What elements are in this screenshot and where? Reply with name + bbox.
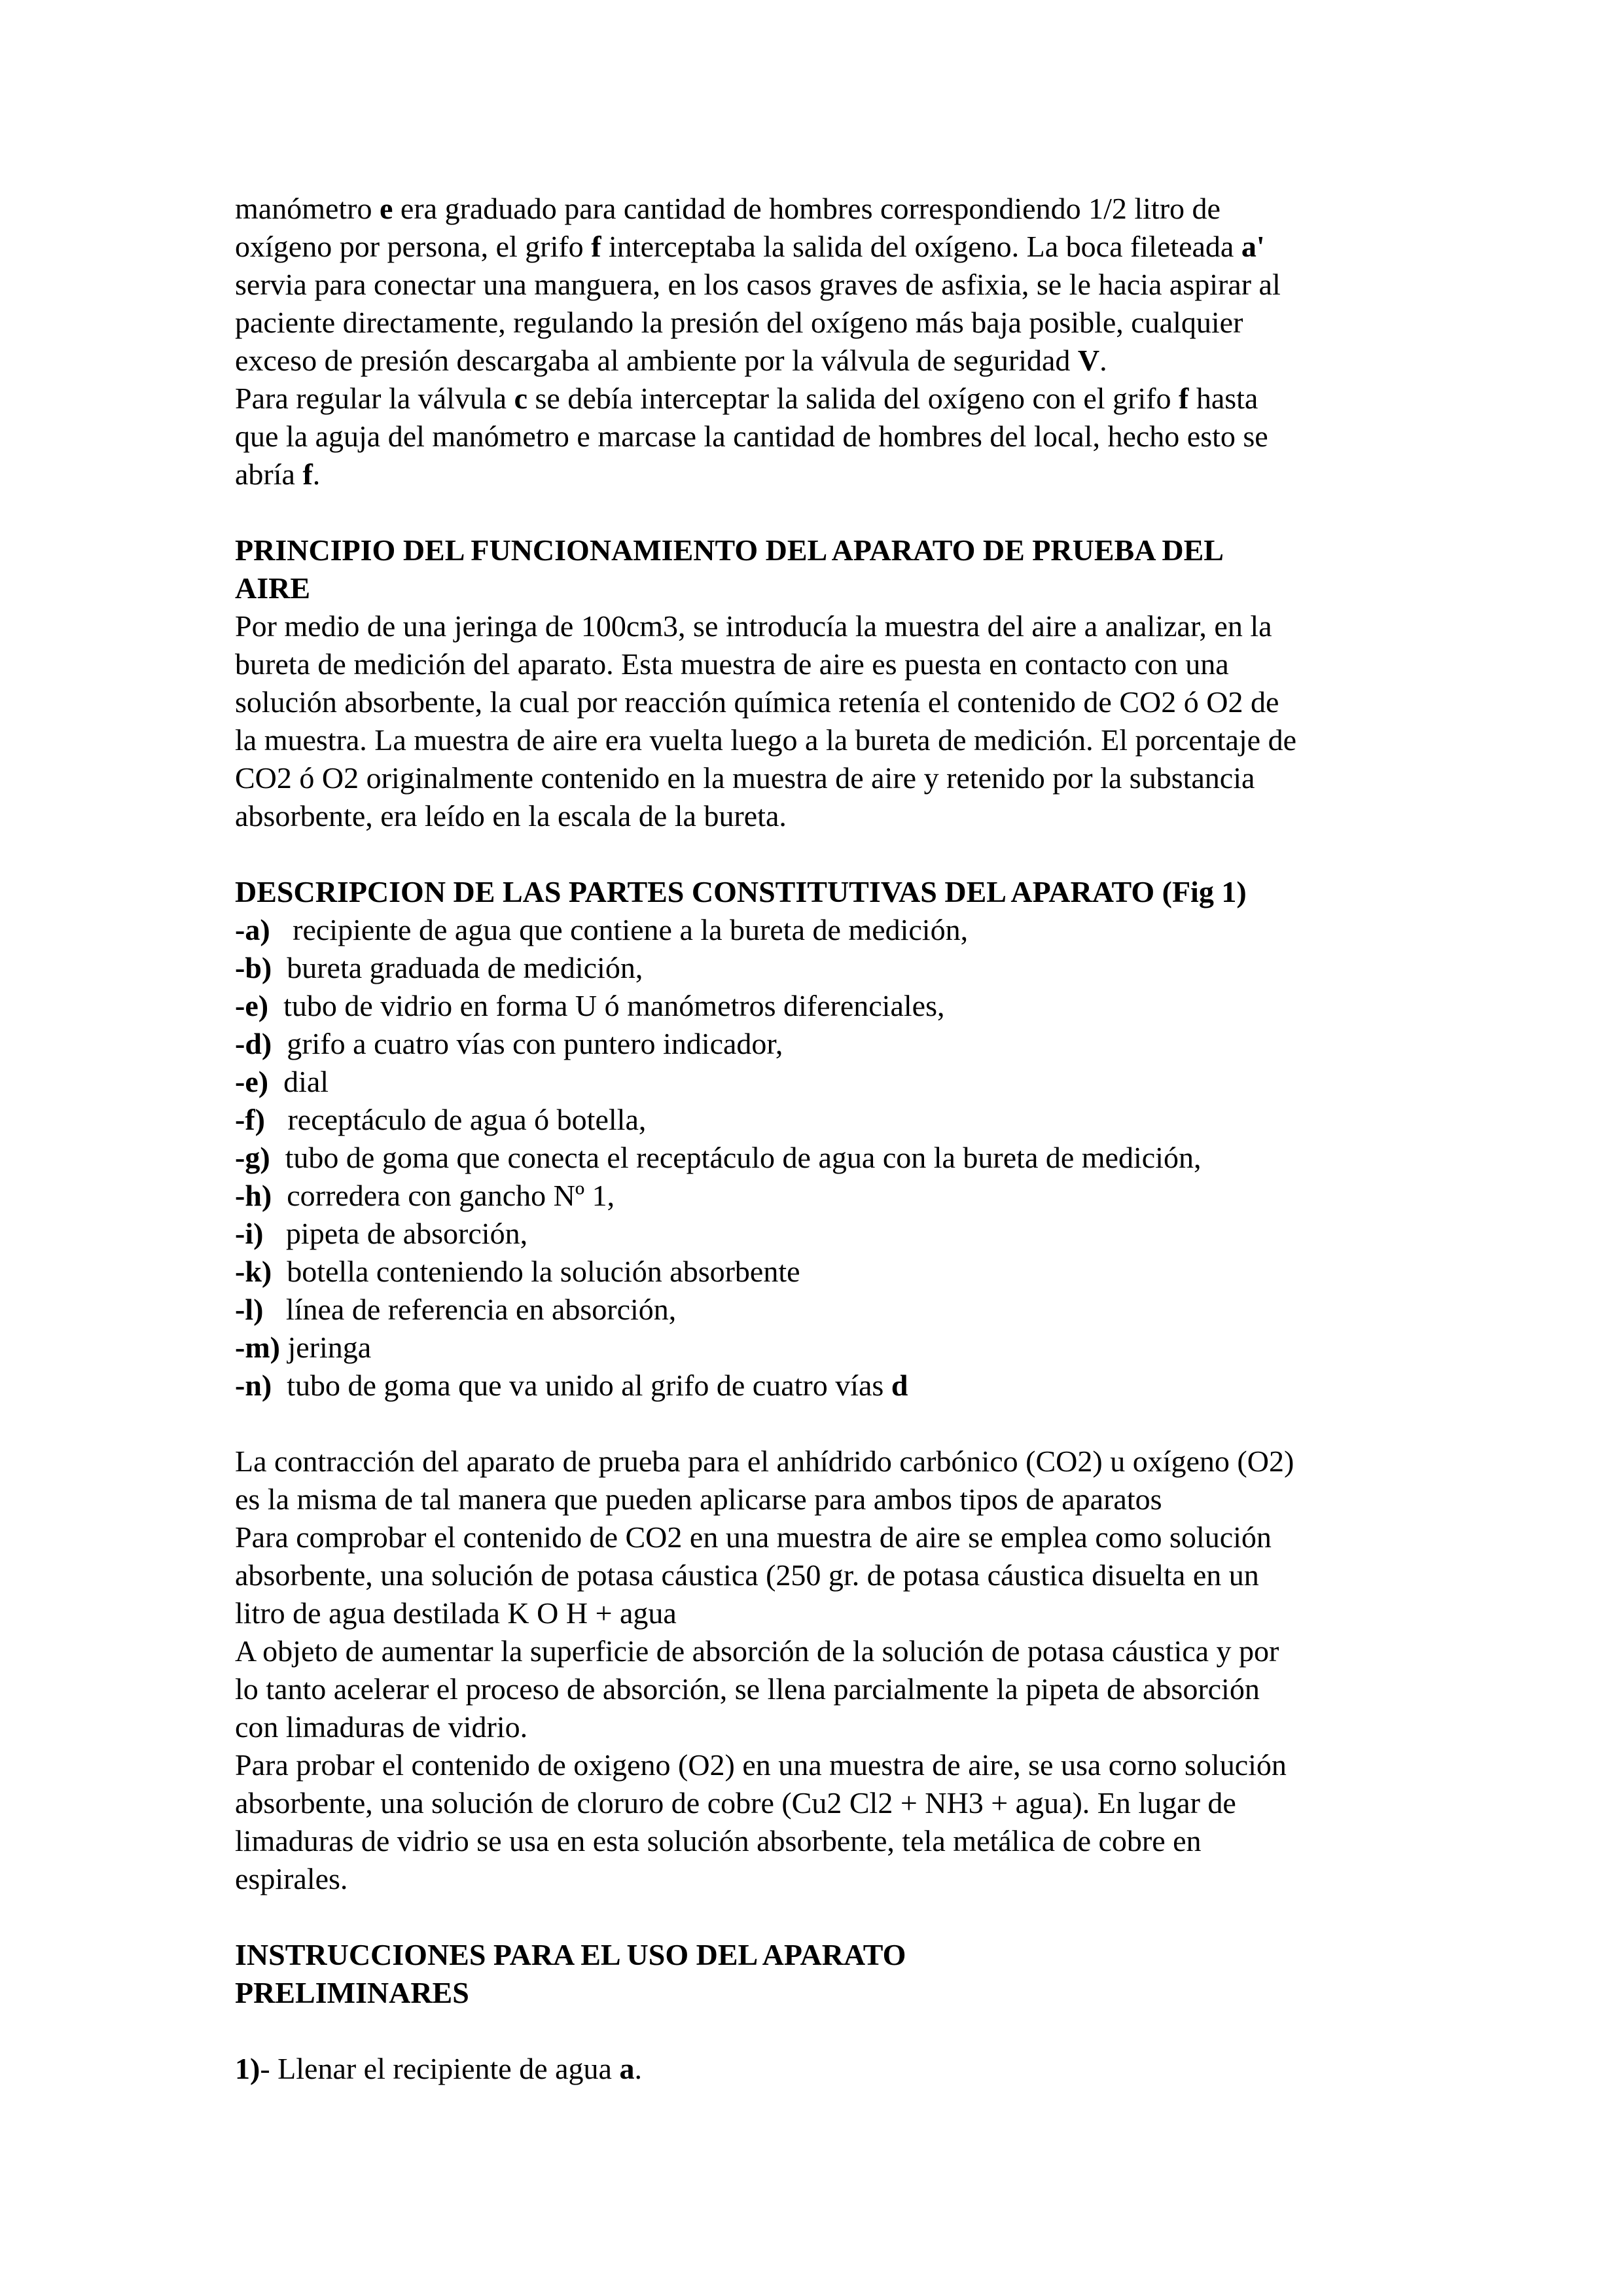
text-line: que la aguja del manómetro e marcase la cantidad de hombres del local, hecho esto se (235, 420, 1268, 453)
spacer (235, 835, 1478, 873)
text-line: absorbente, una solución de cloruro de cobre (Cu2 Cl2 + NH3 + agua). En lugar de (235, 1786, 1236, 1820)
text-line: manómetro e era graduado para cantidad de hombres correspondiendo 1/2 litro de (235, 192, 1221, 225)
list-item: -g) tubo de goma que conecta el receptáculo de agua con la bureta de medición, (235, 1141, 1202, 1174)
list-item: -e) tubo de vidrio en forma U ó manómetros diferenciales, (235, 989, 945, 1022)
list-item: -b) bureta graduada de medición, (235, 951, 643, 984)
list-item: -d) grifo a cuatro vías con puntero indicador, (235, 1027, 783, 1060)
construction-paragraph (235, 1443, 1478, 1898)
spacer (235, 2012, 1478, 2050)
list-item: -m) jeringa (235, 1331, 372, 1364)
list-item: -f) receptáculo de agua ó botella, (235, 1103, 647, 1136)
text-line: es la misma de tal manera que pueden aplicarse para ambos tipos de aparatos (235, 1482, 1162, 1516)
list-item: -a) recipiente de agua que contiene a la bureta de medición, (235, 913, 969, 946)
text-line: Por medio de una jeringa de 100cm3, se introducía la muestra del aire a analizar, en la (235, 609, 1272, 643)
text-line: espirales. (235, 1862, 348, 1895)
spacer (235, 1405, 1478, 1443)
text-line: absorbente, una solución de potasa cáustica (250 gr. de potasa cáustica disuelta en un (235, 1558, 1259, 1592)
spacer (235, 1898, 1478, 1936)
section-heading-principle: PRINCIPIO DEL FUNCIONAMIENTO DEL APARATO DE PRUEBA DEL AIRE (235, 533, 1224, 605)
text-line: limaduras de vidrio se usa en esta solución absorbente, tela metálica de cobre en (235, 1824, 1202, 1857)
list-item: -e) dial (235, 1065, 329, 1098)
parts-list (235, 911, 1478, 1405)
spacer (235, 493, 1478, 531)
document-page (235, 190, 1478, 2088)
text-line: Para comprobar el contenido de CO2 en una muestra de aire se emplea como solución (235, 1520, 1272, 1554)
section-heading-parts: DESCRIPCION DE LAS PARTES CONSTITUTIVAS DEL APARATO (Fig 1) (235, 875, 1247, 908)
text-line: servia para conectar una manguera, en los casos graves de asfixia, se le hacia aspirar al (235, 268, 1281, 301)
instruction-step: 1)- Llenar el recipiente de agua a. (235, 2052, 642, 2085)
text-line: exceso de presión descargaba al ambiente por la válvula de seguridad V. (235, 344, 1107, 377)
text-line: A objeto de aumentar la superficie de absorción de la solución de potasa cáustica y por (235, 1634, 1279, 1668)
list-item: -h) corredera con gancho Nº 1, (235, 1179, 615, 1212)
list-item: -k) botella conteniendo la solución absorbente (235, 1255, 800, 1288)
text-line: abría f. (235, 457, 321, 491)
section-heading-instructions: INSTRUCCIONES PARA EL USO DEL APARATO PRELIMINARES (235, 1938, 906, 2009)
text-line: Para probar el contenido de oxigeno (O2) en una muestra de aire, se usa corno solución (235, 1748, 1287, 1782)
text-line: solución absorbente, la cual por reacción química retenía el contenido de CO2 ó O2 de (235, 685, 1279, 719)
list-item: -n) tubo de goma que va unido al grifo de cuatro vías d (235, 1369, 908, 1402)
principle-paragraph (235, 607, 1478, 835)
text-line: lo tanto acelerar el proceso de absorción, se llena parcialmente la pipeta de absorción (235, 1672, 1260, 1706)
text-line: Para regular la válvula c se debía interceptar la salida del oxígeno con el grifo f hasta (235, 382, 1258, 415)
text-line: absorbente, era leído en la escala de la bureta. (235, 799, 787, 833)
intro-paragraph (235, 190, 1478, 493)
text-line: bureta de medición del aparato. Esta muestra de aire es puesta en contacto con una (235, 647, 1229, 681)
list-item: -i) pipeta de absorción, (235, 1217, 528, 1250)
text-line: paciente directamente, regulando la presión del oxígeno más baja posible, cualquier (235, 306, 1243, 339)
text-line: la muestra. La muestra de aire era vuelta luego a la bureta de medición. El porcentaje de (235, 723, 1297, 757)
text-line: La contracción del aparato de prueba para el anhídrido carbónico (CO2) u oxígeno (O2) (235, 1444, 1294, 1478)
list-item: -l) línea de referencia en absorción, (235, 1293, 677, 1326)
text-line: litro de agua destilada K O H + agua (235, 1596, 677, 1630)
text-line: oxígeno por persona, el grifo f interceptaba la salida del oxígeno. La boca fileteada a' (235, 230, 1265, 263)
text-line: CO2 ó O2 originalmente contenido en la muestra de aire y retenido por la substancia (235, 761, 1255, 795)
text-line: con limaduras de vidrio. (235, 1710, 528, 1744)
